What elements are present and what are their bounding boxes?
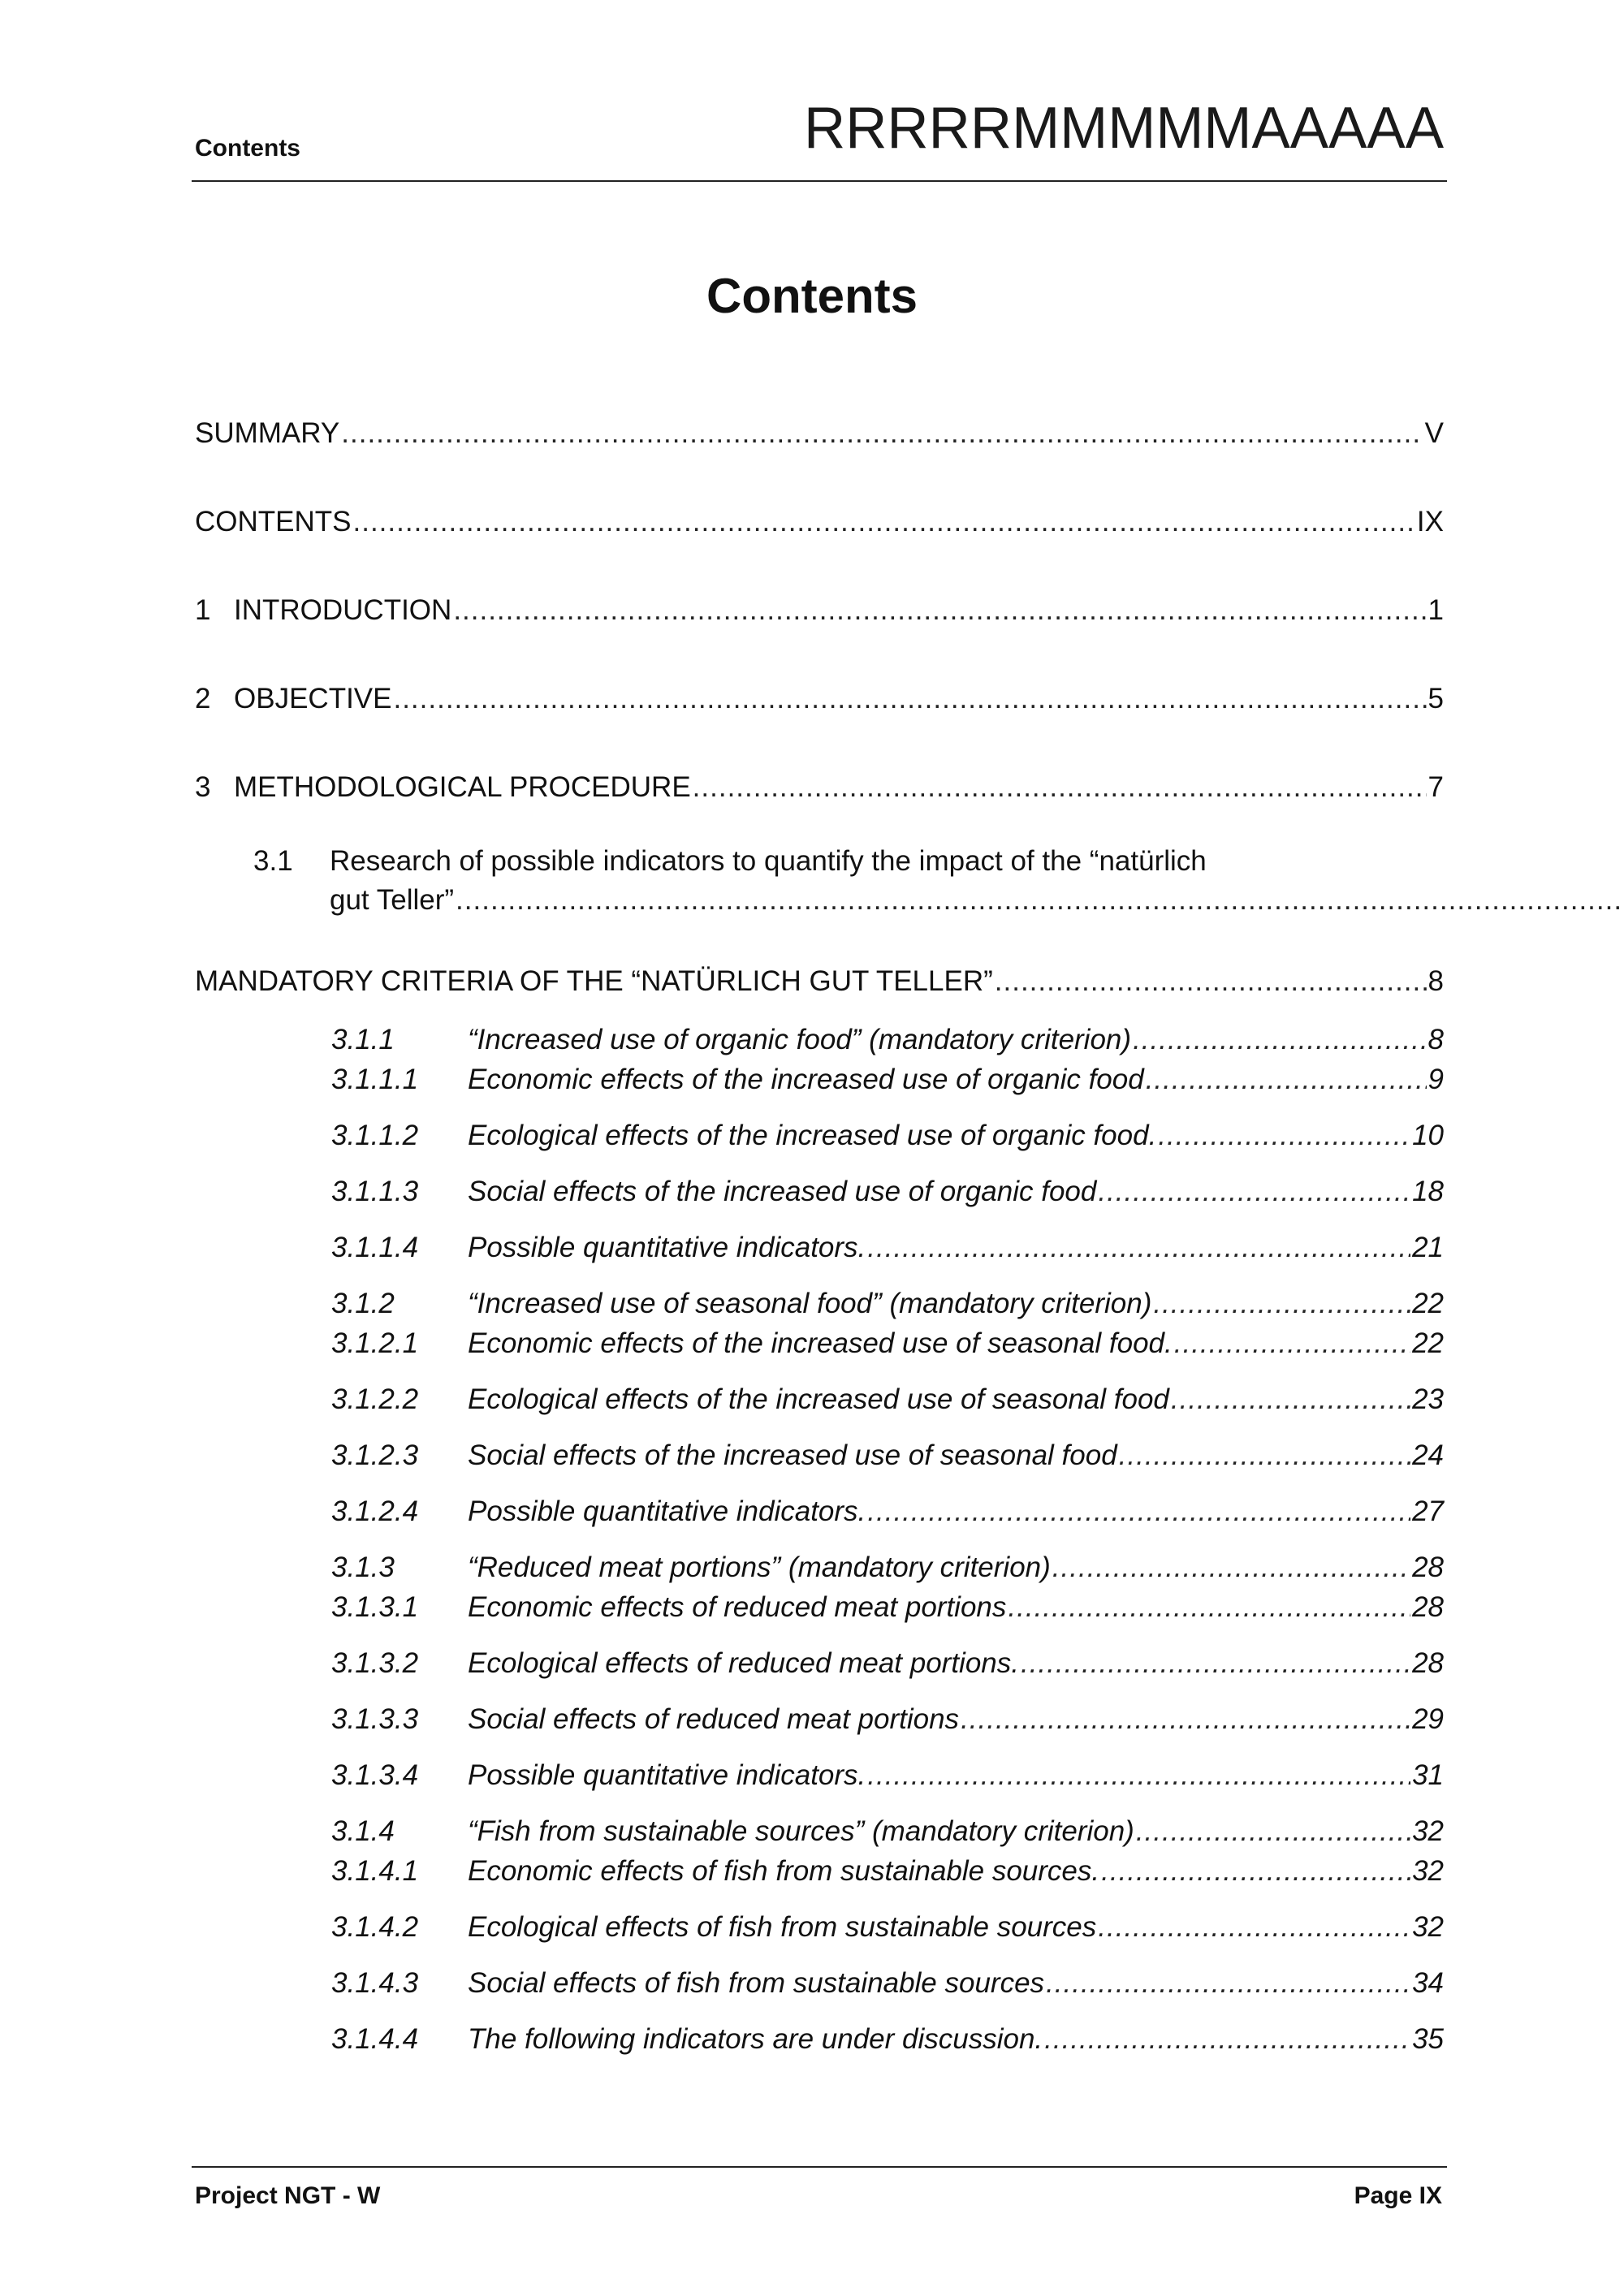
toc-page-number: 8 bbox=[1427, 965, 1444, 997]
toc-entry-text: Possible quantitative indicators. bbox=[468, 1232, 866, 1263]
toc-entry-number: 3.1 bbox=[253, 845, 293, 877]
toc-entry-text: Social effects of fish from sustainable sources bbox=[468, 1967, 1045, 1999]
toc-entry-3-1-3[interactable] bbox=[331, 1548, 1444, 1587]
toc-entry-3-1-4-4[interactable] bbox=[331, 2020, 1444, 2059]
toc-entry-number: 2 bbox=[195, 683, 211, 714]
toc-entry-number: 3.1.2.4 bbox=[331, 1495, 419, 1527]
leader-dots bbox=[1021, 1644, 1410, 1683]
toc-entry-3-1-1-3[interactable] bbox=[331, 1172, 1444, 1211]
toc-entry-3-1-1-2[interactable] bbox=[331, 1116, 1444, 1155]
toc-page-number: 27 bbox=[1412, 1495, 1444, 1527]
leader-dots bbox=[867, 1228, 1410, 1267]
toc-page-number: 10 bbox=[1412, 1120, 1444, 1151]
toc-entry-3-1-1-1[interactable] bbox=[331, 1060, 1444, 1099]
toc-entry-text: Ecological effects of the increased use of seasonal food bbox=[468, 1383, 1169, 1415]
toc-entry-text: Social effects of reduced meat portions bbox=[468, 1703, 960, 1735]
toc-entry-3-1-2[interactable] bbox=[331, 1284, 1444, 1323]
toc-entry-text: Ecological effects of fish from sustainable sources bbox=[468, 1911, 1097, 1943]
leader-dots bbox=[867, 1492, 1410, 1531]
toc-page-number: 32 bbox=[1412, 1815, 1444, 1847]
toc-page-number: 29 bbox=[1412, 1703, 1444, 1735]
leader-dots bbox=[1171, 1380, 1410, 1419]
footer-rule bbox=[192, 2166, 1447, 2168]
leader-dots bbox=[995, 962, 1427, 1001]
leader-dots bbox=[1119, 1436, 1410, 1475]
toc-entry-text: Ecological effects of the increased use of organic food. bbox=[468, 1120, 1157, 1151]
toc-entry-number: 3.1.2.1 bbox=[331, 1327, 419, 1359]
toc-entry-text: Research of possible indicators to quantify the impact of the “natürlich bbox=[330, 845, 1207, 877]
toc-entry-number: 3.1.3 bbox=[331, 1552, 395, 1583]
leader-dots bbox=[1008, 1588, 1410, 1627]
toc-entry-3-1-3-4[interactable] bbox=[331, 1756, 1444, 1795]
toc-entry-text: OBJECTIVE bbox=[234, 683, 392, 714]
toc-page-number: 28 bbox=[1412, 1552, 1444, 1583]
leader-dots bbox=[1044, 2020, 1410, 2059]
toc-entry-number: 3.1.4 bbox=[331, 1815, 395, 1847]
toc-entry-text: Economic effects of fish from sustainable sources. bbox=[468, 1855, 1100, 1887]
table-of-contents bbox=[195, 0, 1444, 2296]
toc-entry-3-1[interactable] bbox=[253, 842, 1444, 920]
toc-entry-introduction[interactable] bbox=[195, 591, 1444, 630]
leader-dots bbox=[1133, 1021, 1426, 1060]
toc-entry-number: 3.1.3.2 bbox=[331, 1647, 419, 1679]
leader-dots bbox=[1052, 1548, 1410, 1587]
toc-entry-text: INTRODUCTION bbox=[234, 594, 452, 626]
toc-entry-text: Ecological effects of reduced meat portions. bbox=[468, 1647, 1019, 1679]
toc-entry-3-1-4-1[interactable] bbox=[331, 1852, 1444, 1891]
toc-entry-text: Economic effects of the increased use of seasonal food. bbox=[468, 1327, 1173, 1359]
footer-project: Project NGT - W bbox=[195, 2182, 381, 2209]
toc-entry-text: Social effects of the increased use of seasonal food bbox=[468, 1439, 1117, 1471]
toc-page-number: 23 bbox=[1412, 1383, 1444, 1415]
leader-dots bbox=[1046, 1964, 1410, 2003]
toc-entry-text: Possible quantitative indicators. bbox=[468, 1759, 866, 1791]
toc-entry-number: 3.1.1.4 bbox=[331, 1232, 419, 1263]
leader-dots bbox=[341, 414, 1423, 453]
toc-entry-text: METHODOLOGICAL PROCEDURE bbox=[234, 771, 691, 803]
toc-entry-objective[interactable] bbox=[195, 680, 1444, 719]
leader-dots bbox=[1136, 1812, 1410, 1851]
toc-entry-number: 3.1.2.3 bbox=[331, 1439, 419, 1471]
leader-dots bbox=[867, 1756, 1410, 1795]
toc-entry-number: 3.1.2.2 bbox=[331, 1383, 419, 1415]
toc-page-number: V bbox=[1424, 417, 1444, 449]
toc-entry-text: CONTENTS bbox=[195, 506, 352, 537]
toc-entry-3-1-2-4[interactable] bbox=[331, 1492, 1444, 1531]
toc-entry-number: 3.1.2 bbox=[331, 1288, 395, 1319]
toc-entry-text: “Increased use of organic food” (mandatory criterion) bbox=[468, 1024, 1132, 1055]
logo-text: RRRRRMMMMMAAAAA bbox=[804, 96, 1444, 156]
toc-page-number: 1 bbox=[1427, 594, 1444, 626]
leader-dots bbox=[1098, 1172, 1410, 1211]
toc-entry-text: Social effects of the increased use of organic food bbox=[468, 1176, 1097, 1207]
toc-entry-number: 3.1.4.2 bbox=[331, 1911, 419, 1943]
leader-dots bbox=[353, 503, 1415, 542]
toc-entry-text-continued: gut Teller” bbox=[330, 884, 455, 916]
toc-entry-number: 3.1.1.1 bbox=[331, 1064, 419, 1095]
toc-entry-3-1-2-2[interactable] bbox=[331, 1380, 1444, 1419]
leader-dots bbox=[456, 881, 1624, 920]
leader-dots bbox=[1098, 1908, 1410, 1947]
toc-page-number: 35 bbox=[1412, 2023, 1444, 2055]
toc-entry-3-1-2-1[interactable] bbox=[331, 1324, 1444, 1363]
toc-entry-number: 3.1.3.4 bbox=[331, 1759, 419, 1791]
toc-entry-text: SUMMARY bbox=[195, 417, 340, 449]
leader-dots bbox=[1153, 1284, 1410, 1323]
leader-dots bbox=[1101, 1852, 1410, 1891]
toc-page-number: 32 bbox=[1412, 1855, 1444, 1887]
toc-entry-text: Possible quantitative indicators. bbox=[468, 1495, 866, 1527]
toc-page-number: 8 bbox=[1427, 1024, 1444, 1055]
toc-entry-text: “Fish from sustainable sources” (mandatory criterion) bbox=[468, 1815, 1134, 1847]
toc-page-number: 22 bbox=[1412, 1288, 1444, 1319]
header-label: Contents bbox=[195, 135, 300, 162]
toc-entry-text: “Increased use of seasonal food” (mandatory criterion) bbox=[468, 1288, 1152, 1319]
toc-entry-number: 3 bbox=[195, 771, 211, 803]
toc-entry-number: 3.1.3.3 bbox=[331, 1703, 419, 1735]
toc-page-number: 22 bbox=[1412, 1327, 1444, 1359]
leader-dots bbox=[1146, 1060, 1427, 1099]
toc-entry-summary[interactable] bbox=[195, 414, 1444, 453]
leader-dots bbox=[393, 680, 1426, 719]
toc-entry-text: “Reduced meat portions” (mandatory criterion) bbox=[468, 1552, 1051, 1583]
leader-dots bbox=[961, 1700, 1410, 1739]
toc-entry-number: 3.1.3.1 bbox=[331, 1591, 419, 1623]
toc-page-number: 7 bbox=[1427, 771, 1444, 803]
toc-entry-3-1-3-3[interactable] bbox=[331, 1700, 1444, 1739]
toc-entry-mandatory-criteria[interactable] bbox=[195, 962, 1444, 1001]
toc-entry-3-1-3-2[interactable] bbox=[331, 1644, 1444, 1683]
toc-entry-3-1-1-4[interactable] bbox=[331, 1228, 1444, 1267]
toc-entry-number: 3.1.1.3 bbox=[331, 1176, 419, 1207]
toc-entry-text: MANDATORY CRITERIA OF THE “NATÜRLICH GUT TELLER” bbox=[195, 965, 993, 997]
leader-dots bbox=[693, 768, 1427, 807]
toc-entry-3-1-4-2[interactable] bbox=[331, 1908, 1444, 1947]
toc-entry-text: Economic effects of the increased use of organic food bbox=[468, 1064, 1144, 1095]
leader-dots bbox=[453, 591, 1426, 630]
toc-entry-number: 3.1.1.2 bbox=[331, 1120, 419, 1151]
toc-entry-text: Economic effects of reduced meat portions bbox=[468, 1591, 1007, 1623]
toc-entry-3-1-3-1[interactable] bbox=[331, 1588, 1444, 1627]
toc-entry-3-1-2-3[interactable] bbox=[331, 1436, 1444, 1475]
toc-entry-number: 3.1.4.3 bbox=[331, 1967, 419, 1999]
toc-page-number: IX bbox=[1416, 506, 1444, 537]
toc-entry-methodological-procedure[interactable] bbox=[195, 768, 1444, 807]
toc-entry-number: 3.1.4.1 bbox=[331, 1855, 419, 1887]
toc-page-number: 9 bbox=[1427, 1064, 1444, 1095]
footer-page-number: Page IX bbox=[1354, 2182, 1442, 2209]
toc-page-number: 28 bbox=[1412, 1591, 1444, 1623]
toc-entry-text: The following indicators are under discussion. bbox=[468, 2023, 1043, 2055]
toc-page-number: 5 bbox=[1427, 683, 1444, 714]
toc-entry-number: 3.1.4.4 bbox=[331, 2023, 419, 2055]
toc-page-number: 31 bbox=[1412, 1759, 1444, 1791]
toc-page-number: 18 bbox=[1412, 1176, 1444, 1207]
toc-page-number: 32 bbox=[1412, 1911, 1444, 1943]
toc-entry-contents[interactable] bbox=[195, 503, 1444, 542]
toc-page-number: 21 bbox=[1412, 1232, 1444, 1263]
toc-page-number: 24 bbox=[1412, 1439, 1444, 1471]
leader-dots bbox=[1174, 1324, 1410, 1363]
toc-entry-3-1-4-3[interactable] bbox=[331, 1964, 1444, 2003]
page-title: Contents bbox=[706, 269, 918, 323]
toc-entry-3-1-4[interactable] bbox=[331, 1812, 1444, 1851]
toc-page-number: 34 bbox=[1412, 1967, 1444, 1999]
toc-page-number: 28 bbox=[1412, 1647, 1444, 1679]
toc-entry-number: 1 bbox=[195, 594, 211, 626]
toc-entry-3-1-1[interactable] bbox=[331, 1021, 1444, 1060]
leader-dots bbox=[1158, 1116, 1410, 1155]
toc-entry-number: 3.1.1 bbox=[331, 1024, 395, 1055]
